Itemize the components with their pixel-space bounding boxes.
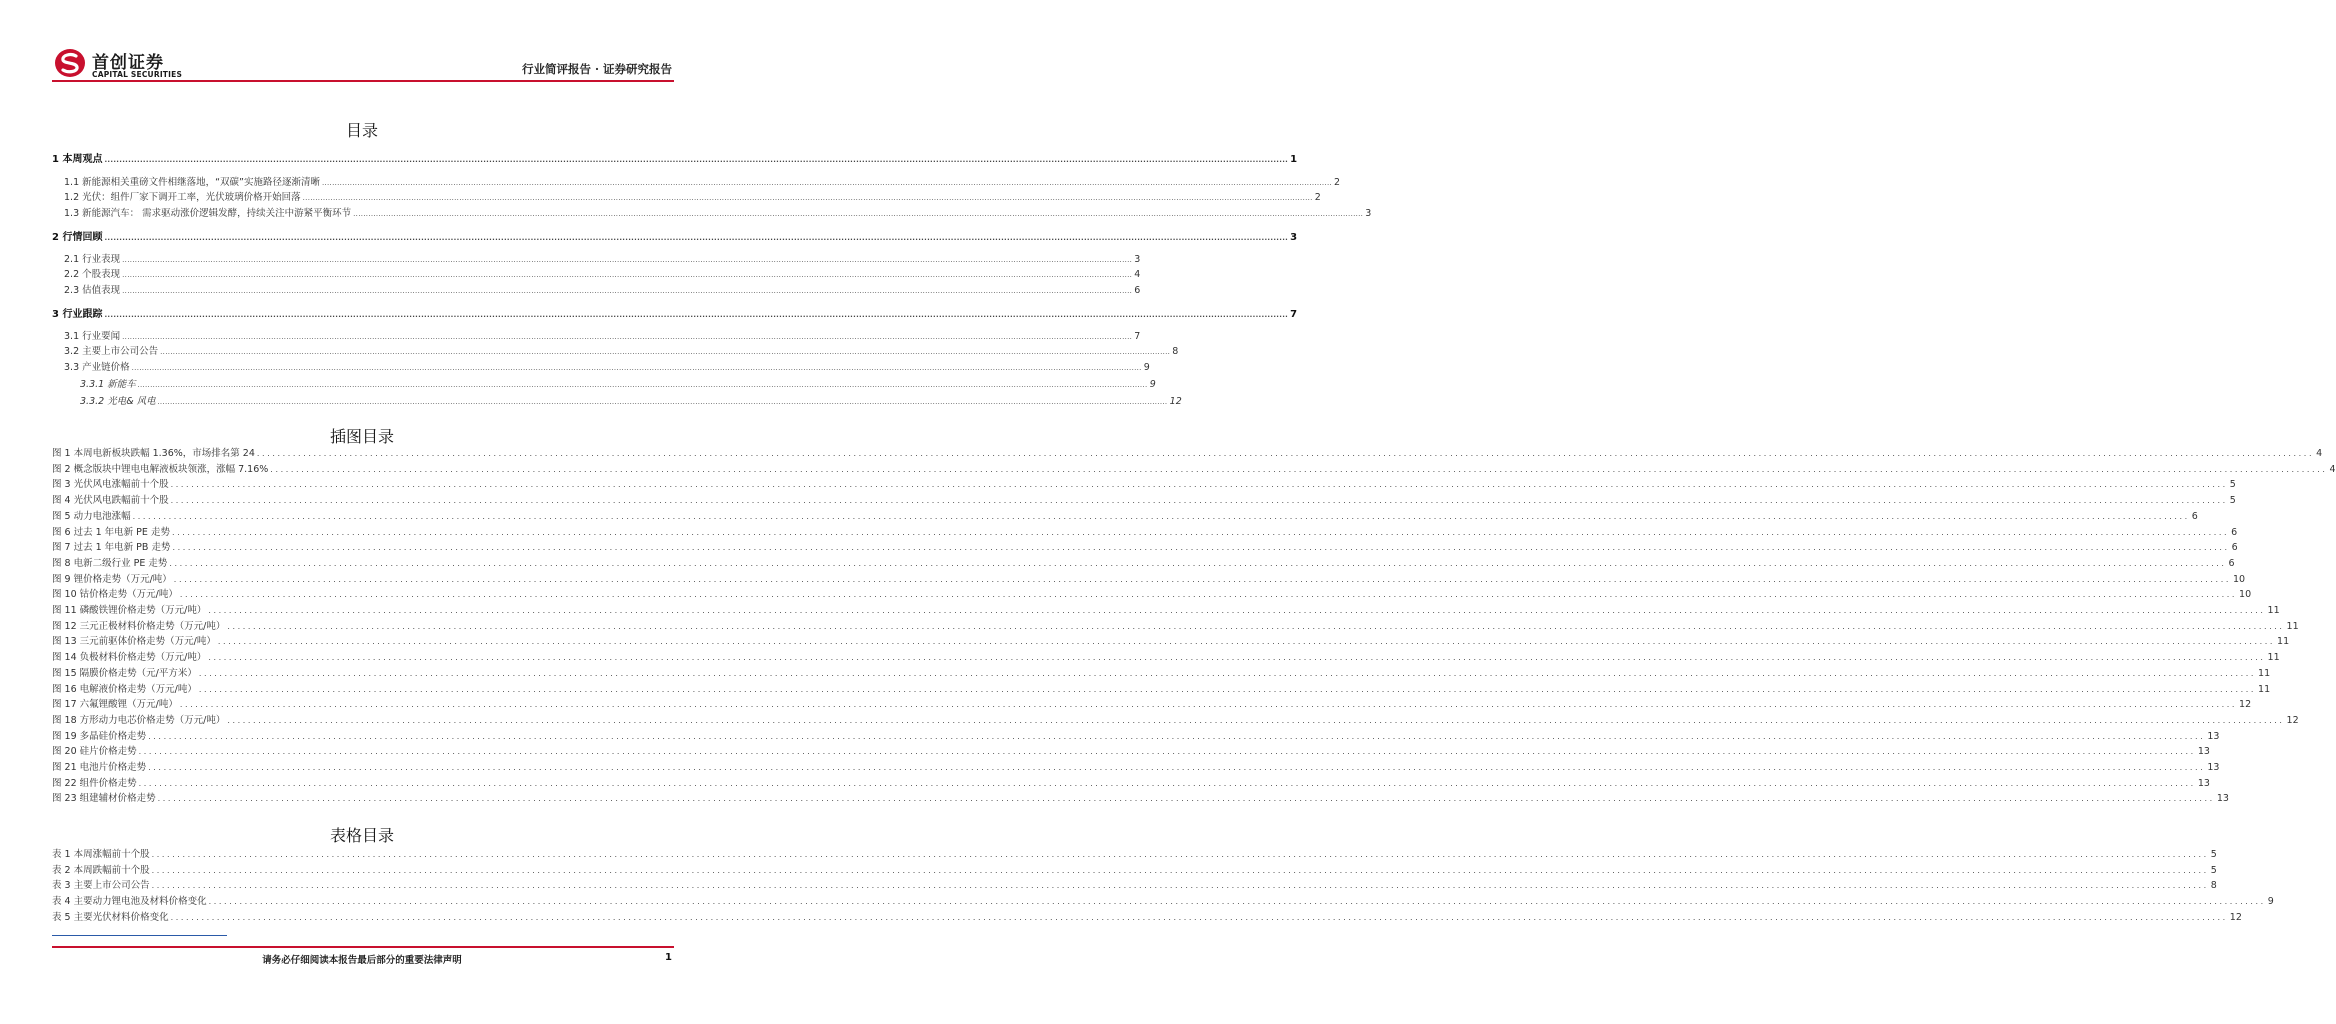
toc-entry-page: 3 xyxy=(1134,254,1141,265)
figure-entry[interactable] xyxy=(52,790,2229,805)
toc-entry-label: 2.3 估值表现 xyxy=(64,285,121,296)
dot-leader: ................................................................................................................................................................................................................................................................................................................................................................................................................ xyxy=(179,700,2238,710)
figure-entry[interactable] xyxy=(52,759,2220,773)
dot-leader: ................................................................................................................................................................................................................................................................................................................................................................................................................ xyxy=(148,763,2206,772)
toc-entry[interactable] xyxy=(64,205,1372,219)
toc-entry-page: 2 xyxy=(1334,177,1341,188)
figure-entry-page: 13 xyxy=(2197,777,2210,789)
figure-entry-label: 图 15 隔膜价格走势（元/平方米） xyxy=(52,667,197,679)
table-entry-label: 表 4 主要动力锂电池及材料价格变化 xyxy=(52,896,207,908)
figure-entry-label: 图 3 光伏风电涨幅前十个股 xyxy=(52,479,169,491)
toc-entry-page: 2 xyxy=(1314,192,1321,203)
toc-entry-label: 3.2 主要上市公司公告 xyxy=(64,346,159,357)
toc-entry-label: 1.2 光伏：组件厂家下调开工率，光伏玻璃价格开始回落 xyxy=(64,192,301,203)
figure-entry[interactable] xyxy=(52,696,2252,711)
toc-entry-page: 7 xyxy=(1290,309,1298,320)
dot-leader: ................................................................................................................................................................................................................................................................................................................................................................................................................ xyxy=(104,311,1289,319)
toc-entry[interactable] xyxy=(64,343,1179,357)
toc-entry[interactable] xyxy=(52,228,1298,243)
table-entry-page: 9 xyxy=(2267,896,2274,908)
toc-entry-label: 2.1 行业表现 xyxy=(64,254,121,265)
toc-entry[interactable] xyxy=(64,266,1141,280)
legal-disclaimer: 请务必仔细阅读本报告最后部分的重要法律声明 xyxy=(262,955,462,966)
dot-leader: ................................................................................................................................................................................................................................................................................................................................................................................................................ xyxy=(179,590,2238,600)
toc-entry-label: 1.1 新能源相关重磅文件相继落地，“双碳”实施路径逐渐清晰 xyxy=(64,177,320,188)
toc-entry-page: 3 xyxy=(1365,208,1372,219)
figure-entry[interactable] xyxy=(52,524,2238,538)
figure-entry-label: 图 21 电池片价格走势 xyxy=(52,762,147,773)
table-entry-page: 12 xyxy=(2229,911,2242,923)
figure-entry[interactable] xyxy=(52,728,2220,742)
dot-leader: ................................................................................................................................................................................................................................................................................................................................................................................................................ xyxy=(198,668,2257,678)
dot-leader: ................................................................................................................................................................................................................................................................................................................................................................................................................ xyxy=(208,653,2266,663)
dot-leader: ................................................................................................................................................................................................................................................................................................................................................................................................................ xyxy=(208,606,2266,615)
figure-entry[interactable] xyxy=(52,618,2299,632)
figure-entry-page: 6 xyxy=(2231,542,2238,554)
toc-entry-label: 3.1 行业要闻 xyxy=(64,331,121,342)
toc-entry-label: 2.2 个股表现 xyxy=(64,269,121,280)
figure-entry-page: 6 xyxy=(2191,510,2198,522)
toc-entry-page: 9 xyxy=(1149,379,1156,390)
table-entry-label: 表 2 本周跌幅前十个股 xyxy=(52,864,150,876)
toc-entry[interactable] xyxy=(64,189,1321,203)
figure-entry-label: 图 4 光伏风电跌幅前十个股 xyxy=(52,495,169,507)
toc-entry-label: 1.3 新能源汽车： 需求驱动涨价逻辑发酵，持续关注中游紧平衡环节 xyxy=(64,208,352,219)
figure-entry-page: 5 xyxy=(2229,479,2236,491)
toc-entry-label: 3.3.2 光电& 风电 xyxy=(80,396,156,407)
toc-entry-page: 4 xyxy=(1134,269,1141,280)
figure-entry-label: 图 13 三元前驱体价格走势（万元/吨） xyxy=(52,636,216,648)
figure-entry[interactable] xyxy=(52,649,2280,664)
dot-leader: ................................................................................................................................................................................................................................................................................................................................................................................................................ xyxy=(151,850,2209,859)
dot-leader: ................................................................................................................................................................................................................................................................................................................................................................................................................ xyxy=(132,511,2190,521)
toc-entry[interactable] xyxy=(64,282,1141,296)
figure-entry-page: 11 xyxy=(2267,605,2280,616)
figure-entry-label: 图 5 动力电池涨幅 xyxy=(52,510,131,522)
toc-entry[interactable] xyxy=(80,376,1156,390)
dot-leader: ................................................................................................................................................................................................................................................................................................................................................................................................................ xyxy=(170,480,2228,490)
toc-entry[interactable] xyxy=(52,150,1298,165)
figure-entry-page: 11 xyxy=(2258,667,2271,679)
figure-entry-label: 图 22 组件价格走势 xyxy=(52,777,137,789)
table-entry[interactable] xyxy=(52,909,2242,923)
figure-entry-page: 13 xyxy=(2207,762,2220,773)
figure-entry-page: 11 xyxy=(2267,652,2280,664)
dot-leader: ................................................................................................................................................................................................................................................................................................................................................................................................................ xyxy=(173,574,2231,584)
dot-leader: ................................................................................................................................................................................................................................................................................................................................................................................................................ xyxy=(131,364,1142,372)
figure-entry[interactable] xyxy=(52,586,2252,601)
figure-entry-page: 13 xyxy=(2207,730,2220,742)
company-logo xyxy=(52,46,202,80)
toc-entry-label: 2 行情回顾 xyxy=(52,232,103,243)
table-entry-label: 表 1 本周涨幅前十个股 xyxy=(52,849,150,860)
figure-entry-page: 6 xyxy=(2228,557,2235,569)
figure-entry[interactable] xyxy=(52,665,2271,679)
figure-entry-page: 11 xyxy=(2277,636,2290,648)
dot-leader: ................................................................................................................................................................................................................................................................................................................................................................................................................ xyxy=(122,271,1133,279)
toc-entry-label: 1 本周观点 xyxy=(52,154,103,165)
toc-entry[interactable] xyxy=(64,174,1341,188)
logo-chinese-name: 首创证券 xyxy=(92,53,164,73)
figure-entry-page: 4 xyxy=(2316,448,2323,459)
figure-entry-label: 图 1 本周电新板块跌幅 1.36%，市场排名第 24 xyxy=(52,448,255,459)
dot-leader: ................................................................................................................................................................................................................................................................................................................................................................................................................ xyxy=(270,464,2328,474)
toc-entry-label: 3 行业跟踪 xyxy=(52,309,103,320)
figure-entry[interactable] xyxy=(52,508,2198,522)
toc-entry-page: 1 xyxy=(1290,154,1298,165)
dot-leader: ................................................................................................................................................................................................................................................................................................................................................................................................................ xyxy=(321,179,1333,187)
dot-leader: ................................................................................................................................................................................................................................................................................................................................................................................................................ xyxy=(104,156,1289,164)
dot-leader: ................................................................................................................................................................................................................................................................................................................................................................................................................ xyxy=(170,496,2228,506)
toc-entry-page: 12 xyxy=(1169,396,1182,407)
dot-leader: ................................................................................................................................................................................................................................................................................................................................................................................................................ xyxy=(256,449,2315,458)
figure-entry-label: 图 11 磷酸铁锂价格走势（万元/吨） xyxy=(52,605,207,616)
toc-entry-page: 9 xyxy=(1143,362,1150,373)
footnote-divider xyxy=(52,935,227,936)
table-entry[interactable] xyxy=(52,846,2217,860)
table-entry[interactable] xyxy=(52,877,2217,892)
figure-entry-page: 10 xyxy=(2232,573,2246,585)
table-entry[interactable] xyxy=(52,862,2217,876)
dot-leader: ................................................................................................................................................................................................................................................................................................................................................................................................................ xyxy=(227,621,2285,631)
page-header xyxy=(52,46,674,80)
figure-entry[interactable] xyxy=(52,555,2235,569)
figure-entry-label: 图 2 概念版块中锂电电解液板块领涨，涨幅 7.16% xyxy=(52,463,269,475)
header-divider xyxy=(52,80,674,82)
figure-entry-label: 图 17 六氟锂酸锂（万元/吨） xyxy=(52,699,178,711)
figure-entry-page: 10 xyxy=(2239,589,2252,601)
logo-english-name: CAPITAL SECURITIES xyxy=(92,70,183,79)
figure-entry-page: 4 xyxy=(2329,463,2336,475)
dot-leader: ................................................................................................................................................................................................................................................................................................................................................................................................................ xyxy=(198,684,2257,694)
toc-entry-label: 3.3 产业链价格 xyxy=(64,362,130,373)
figure-entry[interactable] xyxy=(52,461,2336,475)
dot-leader: ................................................................................................................................................................................................................................................................................................................................................................................................................ xyxy=(151,881,2209,891)
figure-entry[interactable] xyxy=(52,445,2323,459)
table-entry-label: 表 3 主要上市公司公告 xyxy=(52,880,150,892)
toc-entry[interactable] xyxy=(64,359,1150,373)
figure-entry[interactable] xyxy=(52,712,2299,726)
figure-entry-label: 图 8 电新二级行业 PE 走势 xyxy=(52,557,168,569)
dot-leader: ................................................................................................................................................................................................................................................................................................................................................................................................................ xyxy=(157,398,1168,406)
dot-leader: ................................................................................................................................................................................................................................................................................................................................................................................................................ xyxy=(137,381,1148,389)
dot-leader: ................................................................................................................................................................................................................................................................................................................................................................................................................ xyxy=(151,865,2209,875)
dot-leader: ................................................................................................................................................................................................................................................................................................................................................................................................................ xyxy=(217,637,2276,647)
page-number: 1 xyxy=(665,952,672,963)
dot-leader: ................................................................................................................................................................................................................................................................................................................................................................................................................ xyxy=(104,234,1289,242)
figure-entry-label: 图 18 方形动力电芯价格走势（万元/吨） xyxy=(52,714,226,726)
figure-entry[interactable] xyxy=(52,681,2271,695)
dot-leader: ................................................................................................................................................................................................................................................................................................................................................................................................................ xyxy=(172,543,2230,553)
dot-leader: ................................................................................................................................................................................................................................................................................................................................................................................................................ xyxy=(169,558,2227,568)
dot-leader: ................................................................................................................................................................................................................................................................................................................................................................................................................ xyxy=(138,747,2196,757)
figure-entry-label: 图 23 组建辅材价格走势 xyxy=(52,793,156,805)
figure-entry-label: 图 14 负极材料价格走势（万元/吨） xyxy=(52,652,207,664)
toc-entry[interactable] xyxy=(80,393,1182,407)
figure-entry-label: 图 9 锂价格走势（万元/吨） xyxy=(52,573,172,585)
dot-leader: ................................................................................................................................................................................................................................................................................................................................................................................................................ xyxy=(208,897,2266,907)
toc-entry-label: 3.3.1 新能车 xyxy=(80,379,136,390)
figure-entry-label: 图 12 三元正极材料价格走势（万元/吨） xyxy=(52,620,226,632)
capital-securities-logo-icon xyxy=(54,48,86,78)
figure-entry[interactable] xyxy=(52,476,2236,491)
figure-entry-label: 图 19 多晶硅价格走势 xyxy=(52,730,147,742)
figure-entry-page: 11 xyxy=(2286,620,2299,632)
table-entry-label: 表 5 主要光伏材料价格变化 xyxy=(52,911,169,923)
dot-leader: ................................................................................................................................................................................................................................................................................................................................................................................................................ xyxy=(122,256,1133,264)
figure-entry-label: 图 16 电解液价格走势（万元/吨） xyxy=(52,683,197,695)
report-type-label: 行业简评报告 · 证券研究报告 xyxy=(521,62,672,76)
figures-title: 插图目录 xyxy=(329,427,394,446)
figure-entry[interactable] xyxy=(52,492,2236,507)
figure-entry-page: 12 xyxy=(2286,714,2299,726)
dot-leader: ................................................................................................................................................................................................................................................................................................................................................................................................................ xyxy=(157,794,2215,804)
figure-entry-page: 5 xyxy=(2229,495,2236,507)
figure-entry-page: 13 xyxy=(2197,746,2210,758)
toc-entry-page: 8 xyxy=(1172,346,1179,357)
figure-entry[interactable] xyxy=(52,539,2238,554)
toc-entry-page: 6 xyxy=(1134,285,1141,296)
toc-entry[interactable] xyxy=(64,251,1141,265)
figure-entry-label: 图 7 过去 1 年电新 PB 走势 xyxy=(52,542,171,554)
dot-leader: ................................................................................................................................................................................................................................................................................................................................................................................................................ xyxy=(160,348,1171,356)
figure-entry[interactable] xyxy=(52,633,2290,648)
toc-title: 目录 xyxy=(345,121,378,140)
figure-entry-label: 图 10 钴价格走势（万元/吨） xyxy=(52,589,178,601)
figure-entry-label: 图 6 过去 1 年电新 PE 走势 xyxy=(52,526,170,538)
toc-entry[interactable] xyxy=(64,328,1141,342)
figure-entry[interactable] xyxy=(52,602,2280,616)
table-entry-page: 5 xyxy=(2210,864,2217,876)
figure-entry-page: 11 xyxy=(2258,683,2271,695)
dot-leader: ................................................................................................................................................................................................................................................................................................................................................................................................................ xyxy=(148,731,2206,741)
figure-entry-page: 12 xyxy=(2239,699,2252,711)
footer-divider xyxy=(52,946,674,948)
toc-entry[interactable] xyxy=(52,305,1298,320)
figure-entry-page: 6 xyxy=(2231,526,2238,538)
table-entry[interactable] xyxy=(52,893,2274,908)
table-entry-page: 5 xyxy=(2210,849,2217,860)
toc-entry-page: 7 xyxy=(1134,331,1141,342)
figure-entry[interactable] xyxy=(52,775,2210,789)
table-entry-page: 8 xyxy=(2210,880,2217,892)
figure-entry-label: 图 20 硅片价格走势 xyxy=(52,746,137,758)
dot-leader: ................................................................................................................................................................................................................................................................................................................................................................................................................ xyxy=(227,715,2285,725)
figure-entry[interactable] xyxy=(52,571,2246,585)
figure-entry[interactable] xyxy=(52,743,2210,758)
dot-leader: ................................................................................................................................................................................................................................................................................................................................................................................................................ xyxy=(171,527,2230,537)
dot-leader: ................................................................................................................................................................................................................................................................................................................................................................................................................ xyxy=(353,210,1364,218)
tables-title: 表格目录 xyxy=(329,826,394,845)
dot-leader: ................................................................................................................................................................................................................................................................................................................................................................................................................ xyxy=(170,912,2228,922)
dot-leader: ................................................................................................................................................................................................................................................................................................................................................................................................................ xyxy=(122,287,1133,295)
dot-leader: ................................................................................................................................................................................................................................................................................................................................................................................................................ xyxy=(302,194,1313,202)
figure-entry-page: 13 xyxy=(2216,793,2229,805)
dot-leader: ................................................................................................................................................................................................................................................................................................................................................................................................................ xyxy=(138,778,2196,788)
toc-entry-page: 3 xyxy=(1290,232,1298,243)
dot-leader: ................................................................................................................................................................................................................................................................................................................................................................................................................ xyxy=(122,333,1133,341)
